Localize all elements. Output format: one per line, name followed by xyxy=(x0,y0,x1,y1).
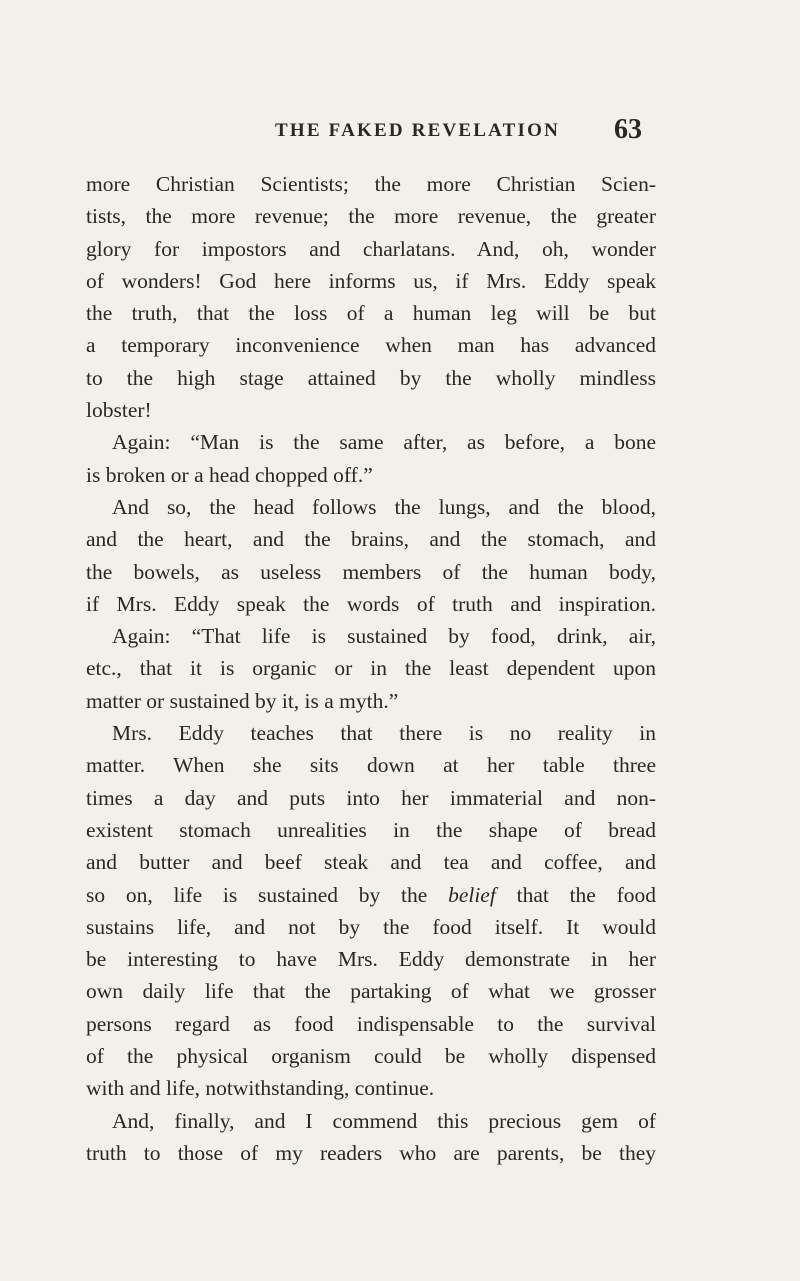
text-line: Mrs. Eddy teaches that there is no reality in xyxy=(112,721,656,746)
text-line: persons regard as food indispensable to the survival xyxy=(86,1011,656,1036)
text-line: existent stomach unrealities in the shape of bread xyxy=(86,817,656,842)
text-line: a temporary inconvenience when man has advanced xyxy=(86,333,656,358)
text-line: And, finally, and I commend this precious gem of xyxy=(112,1108,656,1133)
text-line: truth to those of my readers who are parents, be they xyxy=(86,1140,656,1165)
text-line: with and life, notwithstanding, continue. xyxy=(86,1076,435,1101)
text-line: of the physical organism could be wholly dispensed xyxy=(86,1044,656,1069)
text-line: and the heart, and the brains, and the stomach, and xyxy=(86,527,656,552)
emphasized-word: belief xyxy=(448,882,496,907)
text-line: Again: “That life is sustained by food, drink, air, xyxy=(112,624,656,649)
line-segment: so on, life is sustained by the xyxy=(86,882,428,907)
running-head xyxy=(0,114,800,150)
text-line: the bowels, as useless members of the human body, xyxy=(86,559,656,584)
text-line: matter. When she sits down at her table three xyxy=(86,753,656,778)
text-line: matter or sustained by it, is a myth.” xyxy=(86,688,399,713)
body-text xyxy=(86,168,656,1169)
running-title: THE FAKED REVELATION xyxy=(275,120,561,141)
text-line: tists, the more revenue; the more revenue, the greater xyxy=(86,204,656,229)
text-line: be interesting to have Mrs. Eddy demonstrate in her xyxy=(86,947,656,972)
text-line: and butter and beef steak and tea and coffee, and xyxy=(86,850,656,875)
text-line: to the high stage attained by the wholly mindless xyxy=(86,365,656,390)
text-line: Again: “Man is the same after, as before, a bone xyxy=(112,430,656,455)
line-segment: that the food xyxy=(516,882,657,907)
text-line: of wonders! God here informs us, if Mrs. Eddy speak xyxy=(86,268,656,293)
text-line: more Christian Scientists; the more Christian Scien- xyxy=(86,172,656,196)
text-line: is broken or a head chopped off.” xyxy=(86,462,373,487)
text-line: times a day and puts into her immaterial and non- xyxy=(86,785,656,810)
text-line: glory for impostors and charlatans. And, oh, wonder xyxy=(86,236,656,261)
text-line: lobster! xyxy=(86,398,152,423)
text-line: the truth, that the loss of a human leg will be but xyxy=(86,301,656,326)
text-line: etc., that it is organic or in the least dependent upon xyxy=(86,656,656,681)
text-line: sustains life, and not by the food itself. It would xyxy=(86,914,656,939)
text-line: And so, the head follows the lungs, and the blood, xyxy=(112,494,656,519)
text-line-with-emphasis xyxy=(86,879,656,911)
page-number: 63 xyxy=(614,114,642,145)
text-line: if Mrs. Eddy speak the words of truth and inspiration. xyxy=(86,591,656,616)
text-line: own daily life that the partaking of what we grosser xyxy=(86,979,656,1004)
